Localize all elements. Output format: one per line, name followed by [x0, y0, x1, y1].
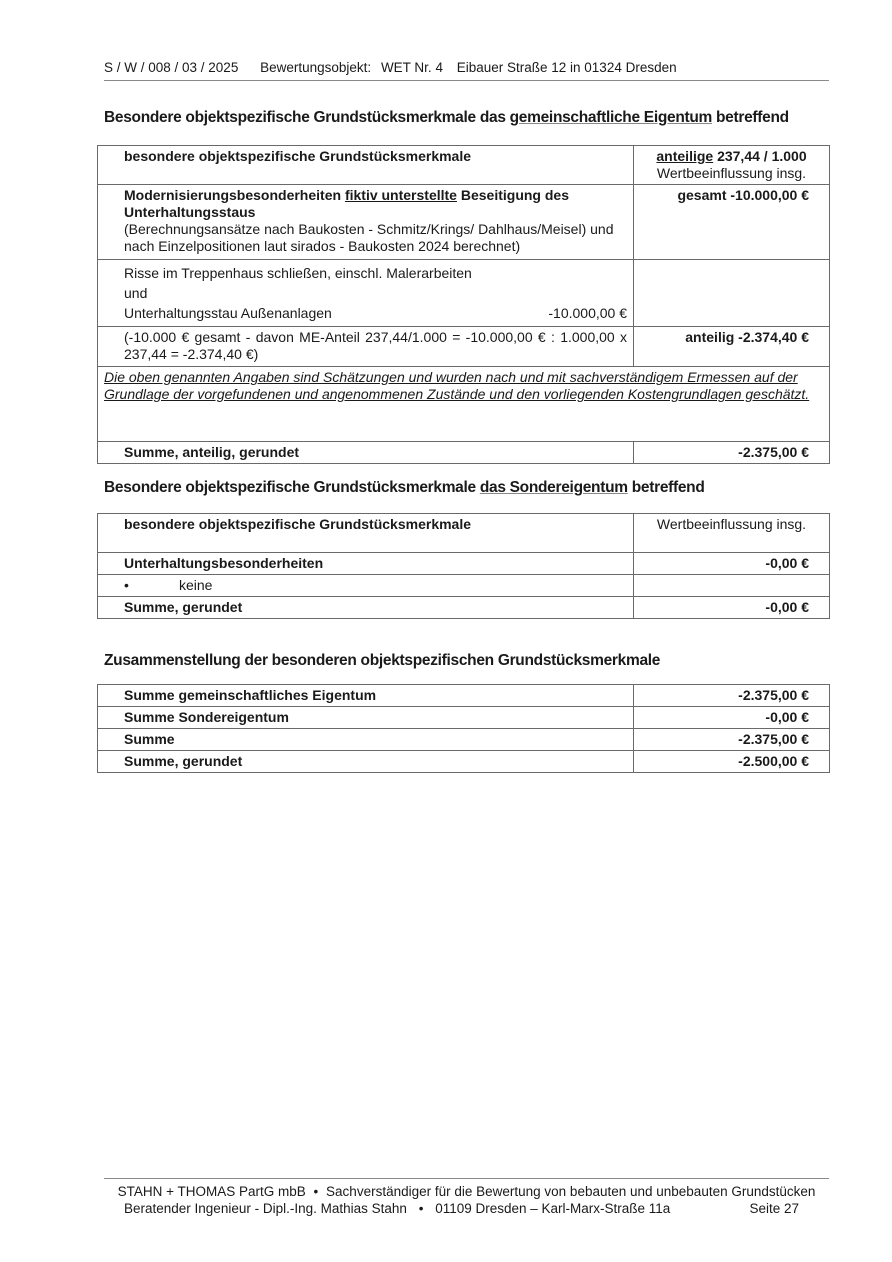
table-header-row	[98, 146, 830, 185]
repairs-amount: -10.000,00 €	[548, 305, 627, 321]
sum-label: Summe, gerundet	[98, 597, 634, 619]
bullet-icon: •	[124, 577, 129, 593]
common-property-table	[97, 145, 830, 464]
repairs-cell: Risse im Treppenhaus schließen, einschl. Malerarbeiten und Unterhaltungsstau Außenanlagen -10.000,00 €	[98, 260, 634, 327]
sum-row	[98, 442, 830, 464]
separator-dot: •	[313, 1184, 319, 1199]
company-name: STAHN + THOMAS PartG mbB	[117, 1184, 306, 1199]
summary-row: Summe gemeinschaftliches Eigentum -2.375,00 €	[98, 685, 830, 707]
col-header-left: besondere objektspezifische Grundstücksmerkmale	[98, 146, 634, 185]
summary-row: Summe Sondereigentum -0,00 €	[98, 707, 830, 729]
section-2-title: Besondere objektspezifische Grundstücksmerkmale das Sondereigentum betreffend	[104, 479, 705, 496]
total-value: gesamt -10.000,00 €	[634, 185, 830, 260]
modernization-cell: Modernisierungsbesonderheiten fiktiv unterstellte Beseitigung des Unterhaltungsstaus (Berechnungsansätze nach Baukosten - Schmitz/Krings/ Dahlhaus/Meisel) und nach Einzelpositionen laut sirados - Baukosten 2024 berechnet)	[98, 185, 634, 260]
summary-row: Summe -2.375,00 €	[98, 729, 830, 751]
bullet-item: • keine	[98, 575, 634, 597]
col-header-right: Wertbeeinflussung insg.	[634, 514, 830, 553]
sum-row	[98, 597, 830, 619]
page-number: Seite 27	[749, 1201, 799, 1216]
sum-label: Summe, anteilig, gerundet	[98, 442, 634, 464]
row-value: -0,00 €	[634, 553, 830, 575]
summary-table	[97, 684, 830, 773]
table-row	[98, 185, 830, 260]
separate-property-table	[97, 513, 830, 619]
share-value: anteilig -2.374,40 €	[634, 327, 830, 367]
sum-value: -0,00 €	[634, 597, 830, 619]
separator-dot: •	[418, 1201, 424, 1216]
page-footer	[104, 1178, 829, 1217]
engineer-name: Beratender Ingenieur - Dipl.-Ing. Mathias Stahn	[124, 1201, 407, 1216]
sum-value: -2.375,00 €	[634, 442, 830, 464]
company-description: Sachverständiger für die Bewertung von bebauten und unbebauten Grundstücken	[326, 1184, 816, 1199]
section-3-title: Zusammenstellung der besonderen objektspezifischen Grundstücksmerkmale	[104, 652, 661, 669]
table-row	[98, 327, 830, 367]
col-header-left: besondere objektspezifische Grundstücksmerkmale	[98, 514, 634, 553]
page-header	[104, 60, 829, 81]
section-1-title: Besondere objektspezifische Grundstücksmerkmale das gemeinschaftliche Eigentum betreffend	[104, 109, 789, 126]
document-reference: S / W / 008 / 03 / 2025	[104, 60, 239, 75]
header-label: Bewertungsobjekt:	[260, 60, 372, 75]
company-address: 01109 Dresden – Karl-Marx-Straße 11a	[435, 1201, 671, 1216]
summary-row: Summe, gerundet -2.500,00 €	[98, 751, 830, 773]
table-row	[98, 553, 830, 575]
table-row	[98, 575, 830, 597]
header-object: WET Nr. 4	[380, 60, 443, 75]
row-label: Unterhaltungsbesonderheiten	[98, 553, 634, 575]
estimate-note: Die oben genannten Angaben sind Schätzungen und wurden nach und mit sachverständigem Ermessen auf der Grundlage der vorgefundenen und angenommenen Zustände und den vorliegenden Kostengrundlagen geschätzt.	[98, 367, 830, 442]
header-address: Eibauer Straße 12 in 01324 Dresden	[456, 60, 677, 75]
note-row	[98, 367, 830, 442]
table-row	[98, 260, 830, 327]
col-header-right: anteilige 237,44 / 1.000 Wertbeeinflussung insg.	[634, 146, 830, 185]
share-calculation-cell: (-10.000 € gesamt - davon ME-Anteil 237,44/1.000 = -10.000,00 € : 1.000,00 x 237,44 = -2.374,40 €)	[98, 327, 634, 367]
table-header-row	[98, 514, 830, 553]
